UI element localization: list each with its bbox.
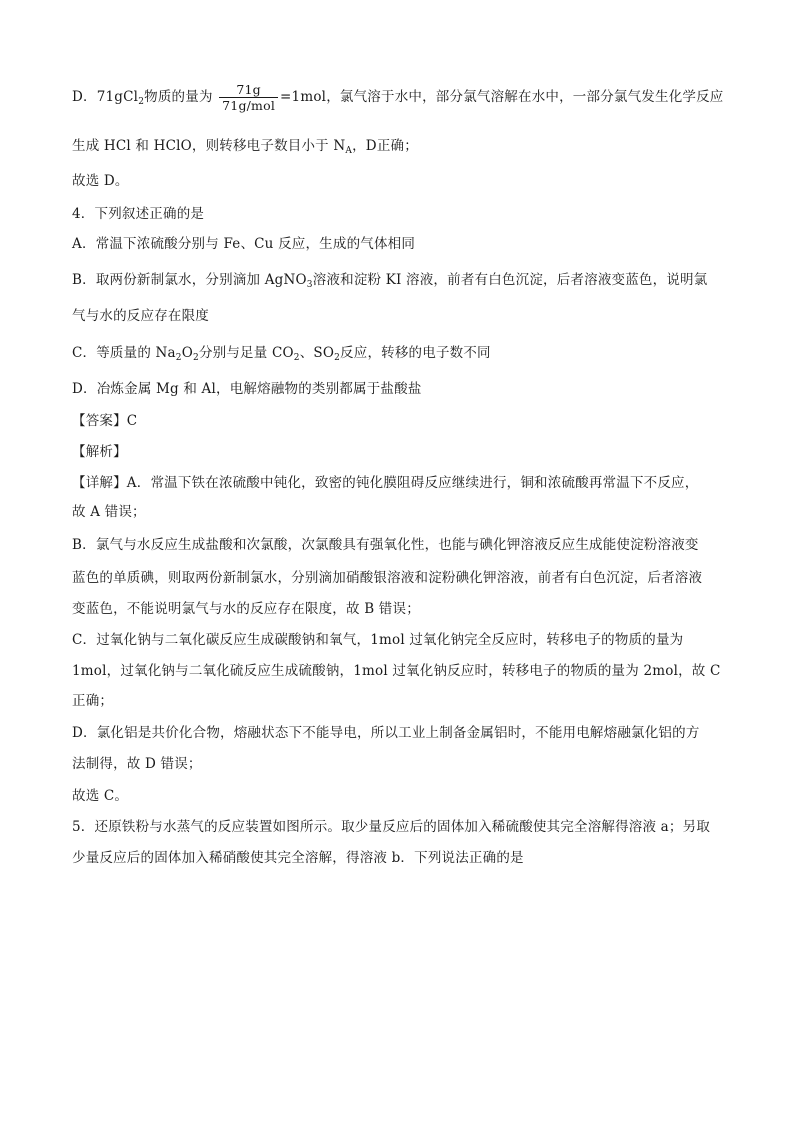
text: 物质的量为 bbox=[144, 89, 213, 105]
subscript: 2 bbox=[175, 353, 182, 363]
text: 反应，转移的电子数不同 bbox=[340, 345, 491, 361]
fraction bbox=[219, 82, 278, 113]
text: 溶液和淀粉 KI 溶液，前者有白色沉淀，后者溶液变蓝色，说明氯 bbox=[312, 272, 708, 288]
question-4-option-a: A．常温下浓硫酸分别与 Fe、Cu 反应，生成的气体相同 bbox=[72, 236, 416, 252]
question-5-line-1: 5．还原铁粉与水蒸气的反应装置如图所示。取少量反应后的固体加入稀硫酸使其完全溶解得溶液 a；另取 bbox=[72, 819, 711, 835]
question-4-option-d: D．冶炼金属 Mg 和 Al，电解熔融物的类别都属于盐酸盐 bbox=[72, 381, 422, 397]
choose-c: 故选 C。 bbox=[72, 788, 129, 804]
question-4-option-b-line-2: 气与水的反应存在限度 bbox=[72, 308, 209, 324]
subscript: 2 bbox=[138, 97, 145, 107]
detail-c-line-3: 正确； bbox=[72, 693, 114, 709]
text: 、SO bbox=[299, 345, 335, 361]
choose-d: 故选 D。 bbox=[72, 173, 129, 189]
text: C．等质量的 Na bbox=[72, 345, 176, 361]
detail-a-line-2: 故 A 错误； bbox=[72, 504, 146, 520]
answer-label: 【答案】C bbox=[72, 413, 138, 429]
question-5-line-2: 少量反应后的固体加入稀硝酸使其完全溶解，得溶液 b．下列说法正确的是 bbox=[72, 850, 524, 866]
detail-c-line-2: 1mol，过氧化钠与二氧化硫反应生成硫酸钠，1mol 过氧化钠反应时，转移电子的物质的量为 2mol，故 C bbox=[72, 663, 721, 679]
text: ，D正确； bbox=[352, 138, 418, 154]
fraction-denominator: 71g/mol bbox=[222, 98, 276, 113]
subscript: 2 bbox=[334, 353, 341, 363]
detail-b-line-2: 蓝色的单质碘，则取两份新制氯水，分别滴加硝酸银溶液和淀粉碘化钾溶液，前者有白色沉淀，后者溶液 bbox=[72, 570, 703, 586]
detail-b-line-3: 变蓝色，不能说明氯气与水的反应存在限度，故 B 错误； bbox=[72, 601, 420, 617]
text: B．取两份新制氯水，分别滴加 AgNO bbox=[72, 272, 307, 288]
detail-b-line-1: B．氯气与水反应生成盐酸和次氯酸，次氯酸具有强氧化性，也能与碘化钾溶液反应生成能使淀粉溶液变 bbox=[72, 537, 699, 553]
detail-c-line-1: C．过氧化钠与二氧化碳反应生成碳酸钠和氧气，1mol 过氧化钠完全反应时，转移电子的物质的量为 bbox=[72, 632, 684, 648]
subscript: 3 bbox=[306, 280, 313, 290]
prev-d-line-2 bbox=[72, 137, 724, 155]
fraction-numerator: 71g bbox=[219, 82, 278, 98]
text: 分别与足量 CO bbox=[198, 345, 294, 361]
question-4-stem: 4．下列叙述正确的是 bbox=[72, 206, 205, 222]
detail-d-line-1: D．氯化铝是共价化合物，熔融状态下不能导电，所以工业上制备金属铝时，不能用电解熔融氯化铝的方 bbox=[72, 725, 700, 741]
subscript: A bbox=[345, 146, 353, 156]
prev-d-line-1 bbox=[72, 82, 724, 113]
analysis-label: 【解析】 bbox=[72, 444, 127, 460]
question-4-option-b-line-1 bbox=[72, 271, 724, 289]
detail-a-line-1: 【详解】A．常温下铁在浓硫酸中钝化，致密的钝化膜阻碍反应继续进行，铜和浓硫酸再常温下不反应， bbox=[72, 475, 699, 491]
text: O bbox=[181, 345, 194, 361]
question-4-option-c bbox=[72, 344, 724, 362]
text: D．71gCl bbox=[72, 89, 139, 105]
subscript: 2 bbox=[293, 353, 300, 363]
detail-d-line-2: 法制得，故 D 错误； bbox=[72, 756, 202, 772]
subscript: 2 bbox=[193, 353, 199, 363]
text: 生成 HCl 和 HClO，则转移电子数目小于 N bbox=[72, 138, 346, 154]
text: =1mol，氯气溶于水中，部分氯气溶解在水中，一部分氯气发生化学反应 bbox=[280, 89, 724, 105]
